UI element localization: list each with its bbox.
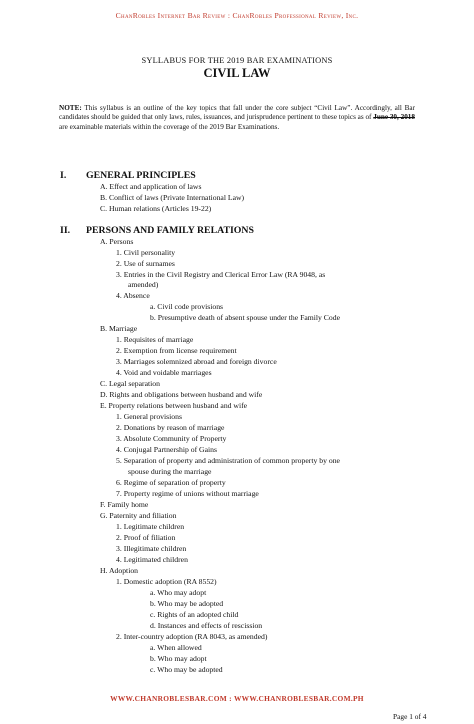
outline-item: d. Instances and effects of rescission <box>150 621 263 630</box>
outline-item: C. Legal separation <box>100 379 160 388</box>
outline-item: 3. Illegitimate children <box>116 544 187 553</box>
section-title: GENERAL PRINCIPLES <box>86 170 196 181</box>
outline-item: 2. Exemption from license requirement <box>116 346 237 355</box>
outline-item: 2. Donations by reason of marriage <box>116 423 225 432</box>
outline-item: G. Paternity and filiation <box>100 511 177 520</box>
outline-item: 3. Absolute Community of Property <box>116 434 227 443</box>
outline-item: a. Civil code provisions <box>150 302 224 311</box>
outline-item: 1. General provisions <box>116 412 182 421</box>
outline-item: B. Marriage <box>100 324 138 333</box>
outline-item: C. Human relations (Articles 19-22) <box>100 204 212 213</box>
outline-item: 4. Legitimated children <box>116 555 188 564</box>
outline-item: spouse during the marriage <box>128 467 212 476</box>
section-title: PERSONS AND FAMILY RELATIONS <box>86 225 254 236</box>
outline-item: a. Who may adopt <box>150 588 207 597</box>
outline-item: E. Property relations between husband and wife <box>100 401 248 410</box>
note-text-after: are examinable materials within the coverage of the 2019 Bar Examinations. <box>59 122 280 131</box>
section-number: II. <box>60 225 71 236</box>
outline-item: b. Who may adopt <box>150 654 207 663</box>
page-header: ChanRobles Internet Bar Review : ChanRobles Professional Review, Inc. <box>115 11 359 20</box>
note-date: June 30, 2018 <box>373 113 415 122</box>
outline-item: c. Who may be adopted <box>150 665 223 674</box>
outline-item: H. Adoption <box>100 566 139 575</box>
section-number: I. <box>60 170 67 181</box>
outline-item: B. Conflict of laws (Private International Law) <box>100 193 245 202</box>
document-title: SYLLABUS FOR THE 2019 BAR EXAMINATIONS <box>141 56 333 65</box>
outline-item: 4. Void and voidable marriages <box>116 368 212 377</box>
outline-item: 6. Regime of separation of property <box>116 478 226 487</box>
outline-item: F. Family home <box>100 500 149 509</box>
outline-item: A. Persons <box>100 237 134 246</box>
outline-item: 4. Absence <box>116 291 150 300</box>
outline-item: 4. Conjugal Partnership of Gains <box>116 445 217 454</box>
page-footer-links: WWW.CHANROBLESBAR.COM : WWW.CHANROBLESBAR.COM.PH <box>110 694 364 703</box>
outline-item: 1. Requisites of marriage <box>116 335 194 344</box>
outline-item: a. When allowed <box>150 643 202 652</box>
outline-item: 2. Use of surnames <box>116 259 175 268</box>
outline-item: b. Presumptive death of absent spouse under the Family Code <box>150 313 341 322</box>
outline-item: 3. Entries in the Civil Registry and Clerical Error Law (RA 9048, as <box>116 270 326 279</box>
outline-item: c. Rights of an adopted child <box>150 610 239 619</box>
outline-item: 1. Domestic adoption (RA 8552) <box>116 577 217 586</box>
outline-item: 3. Marriages solemnized abroad and foreign divorce <box>116 357 277 366</box>
outline-item: 1. Civil personality <box>116 248 176 257</box>
outline-item: 2. Proof of filiation <box>116 533 176 542</box>
outline-item: 2. Inter-country adoption (RA 8043, as amended) <box>116 632 268 641</box>
subject-title: CIVIL LAW <box>203 66 271 80</box>
outline-item: A. Effect and application of laws <box>100 182 202 191</box>
note-text-before: This syllabus is an outline of the key topics that fall under the core subject “Civil Law”. Accordingly, all Bar candidates should be guided that only laws, rules, issuances, and jurisprudence pertinent to these topics as of <box>59 104 415 122</box>
page-number: Page 1 of 4 <box>393 712 427 721</box>
outline-item: 1. Legitimate children <box>116 522 185 531</box>
syllabus-note <box>59 104 415 132</box>
outline-item: 5. Separation of property and administration of common property by one <box>116 456 340 465</box>
outline-item: b. Who may be adopted <box>150 599 224 608</box>
note-label: NOTE: <box>59 104 82 112</box>
outline-item: D. Rights and obligations between husband and wife <box>100 390 263 399</box>
outline-item: 7. Property regime of unions without marriage <box>116 489 259 498</box>
outline-item: amended) <box>128 280 159 289</box>
